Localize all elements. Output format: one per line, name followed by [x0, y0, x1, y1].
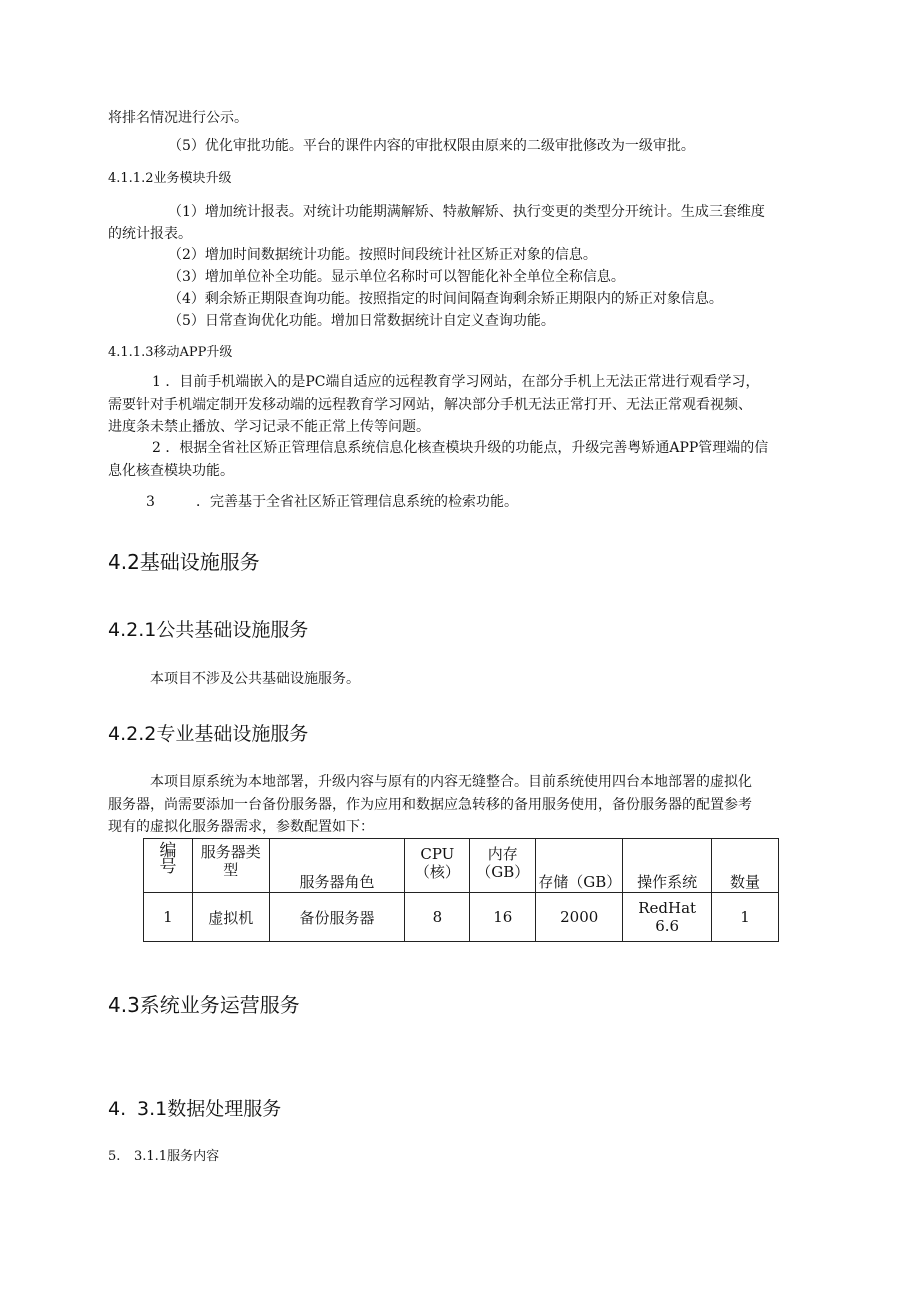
- app-item: 需要针对手机端定制开发移动端的远程教育学习网站，解决部分手机无法正常打开、无法正常观看视频、: [108, 397, 752, 413]
- cell-memory: 16: [470, 893, 536, 942]
- paragraph-422-line: 本项目原系统为本地部署，升级内容与原有的内容无缝整合。目前系统使用四台本地部署的虚拟化: [150, 774, 752, 790]
- app-item-number: 3: [146, 494, 155, 510]
- cell-number: 1: [144, 893, 193, 942]
- biz-item: （4）剩余矫正期限查询功能。按照指定的时间间隔查询剩余矫正期限内的矫正对象信息。: [168, 291, 723, 307]
- header-memory: 内存 （GB）: [470, 839, 536, 893]
- header-number: 编 号: [144, 839, 193, 893]
- cell-server-role: 备份服务器: [269, 893, 405, 942]
- app-item: 进度条未禁止播放、学习记录不能正常上传等问题。: [108, 419, 430, 435]
- header-os: 操作系统: [623, 839, 712, 893]
- heading-4-3: 4.3系统业务运营服务: [108, 993, 300, 1017]
- cell-cpu: 8: [405, 893, 470, 942]
- paragraph-421: 本项目不涉及公共基础设施服务。: [150, 671, 360, 687]
- paragraph-422-line: 现有的虚拟化服务器需求，参数配置如下：: [108, 819, 374, 835]
- heading-4-3-1: 3.1数据处理服务: [137, 1098, 282, 1120]
- biz-item: （5）日常查询优化功能。增加日常数据统计自定义查询功能。: [168, 313, 555, 329]
- header-server-type: 服务器类 型: [192, 839, 269, 893]
- review-item: （5）优化审批功能。平台的课件内容的审批权限由原来的二级审批修改为一级审批。: [168, 138, 695, 154]
- biz-item: （3）增加单位补全功能。显示单位名称时可以智能化补全单位全称信息。: [168, 269, 625, 285]
- app-item: 2 ．根据全省社区矫正管理信息系统信息化核查模块升级的功能点，升级完善粤矫通APP管理端的信: [152, 440, 769, 456]
- cell-server-type: 虚拟机: [192, 893, 269, 942]
- section-heading-5311-number: 5.: [108, 1149, 121, 1164]
- table-row: [144, 893, 779, 942]
- header-server-role: 服务器角色: [269, 839, 405, 893]
- table-header-row: [144, 839, 779, 893]
- section-heading-5311: 3.1.1服务内容: [134, 1149, 220, 1164]
- cell-quantity: 1: [712, 893, 779, 942]
- heading-4-3-1-number: 4.: [108, 1098, 127, 1120]
- heading-4-2-2: 4.2.2专业基础设施服务: [108, 723, 309, 745]
- biz-item: （1）增加统计报表。对统计功能期满解矫、特赦解矫、执行变更的类型分开统计。生成三套维度: [168, 204, 765, 220]
- paragraph-line: 将排名情况进行公示。: [108, 110, 248, 126]
- header-storage: 存储（GB）: [536, 839, 623, 893]
- app-item: 息化核查模块功能。: [108, 463, 234, 479]
- biz-item: 的统计报表。: [108, 226, 192, 242]
- app-item: ．完善基于全省社区矫正管理信息系统的检索功能。: [196, 494, 518, 510]
- header-quantity: 数量: [712, 839, 779, 893]
- heading-4-2-1: 4.2.1公共基础设施服务: [108, 619, 309, 641]
- paragraph-422-line: 服务器，尚需要添加一台备份服务器，作为应用和数据应急转移的备用服务使用，备份服务器的配置参考: [108, 797, 752, 813]
- server-spec-table: [143, 838, 779, 942]
- header-cpu: CPU （核）: [405, 839, 470, 893]
- section-heading-4112: 4.1.1.2业务模块升级: [108, 171, 232, 186]
- cell-storage: 2000: [536, 893, 623, 942]
- section-heading-4113: 4.1.1.3移动APP升级: [108, 345, 233, 360]
- cell-os: RedHat 6.6: [623, 893, 712, 942]
- heading-4-2: 4.2基础设施服务: [108, 550, 260, 574]
- biz-item: （2）增加时间数据统计功能。按照时间段统计社区矫正对象的信息。: [168, 247, 597, 263]
- app-item: 1 ．目前手机端嵌入的是PC端自适应的远程教育学习网站，在部分手机上无法正常进行观看学习，: [152, 374, 760, 390]
